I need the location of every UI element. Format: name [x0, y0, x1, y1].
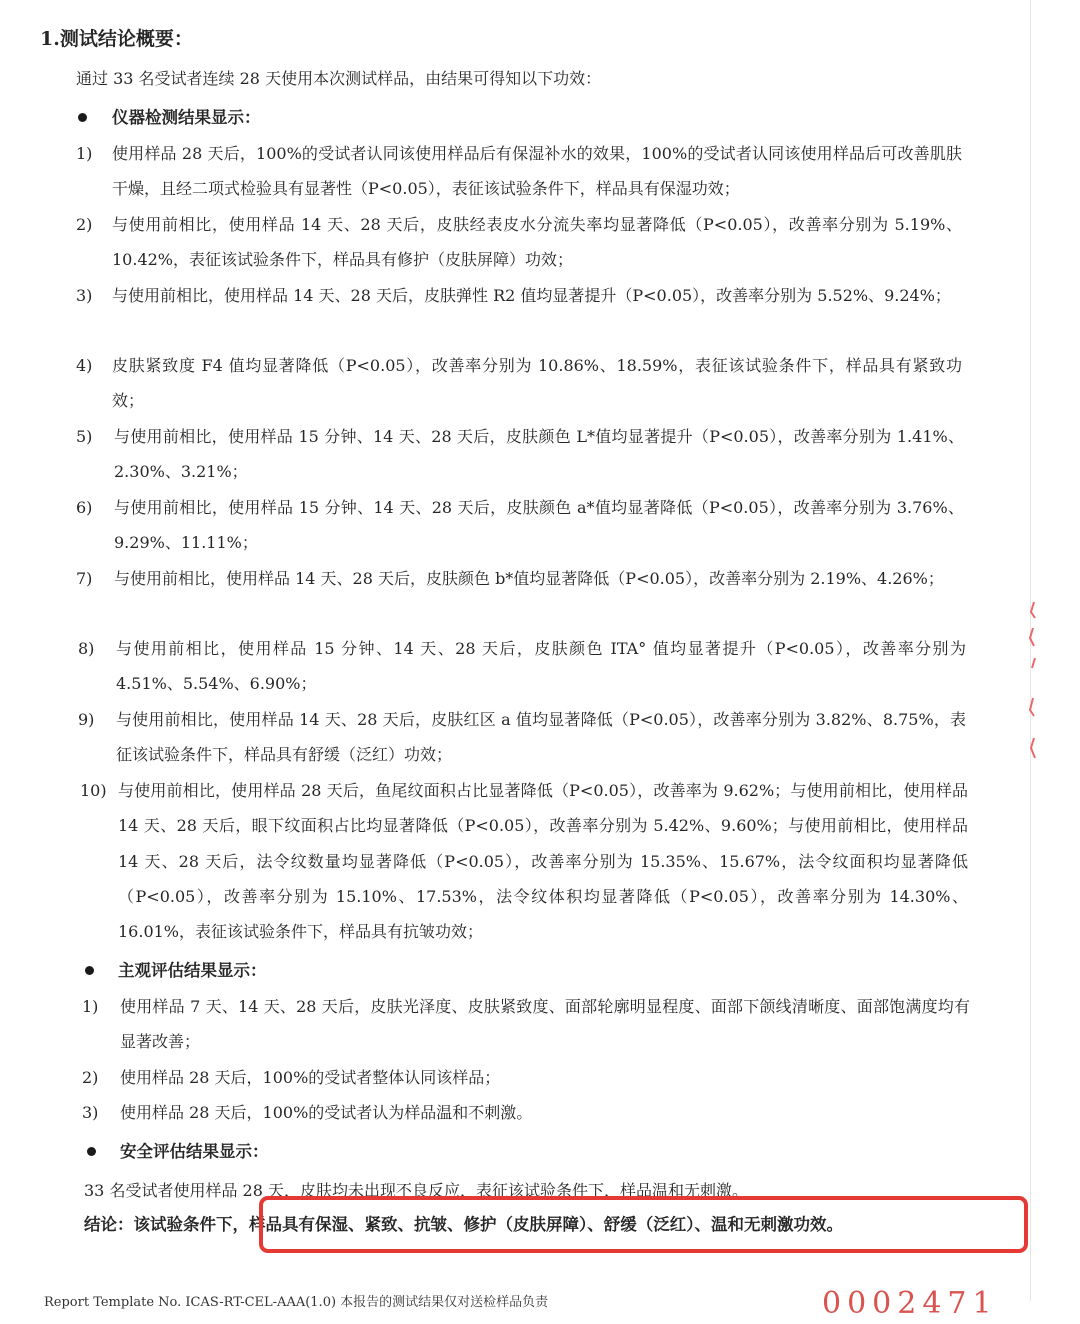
footer-number: 0002471 [822, 1286, 998, 1321]
item-text: 使用样品 28 天后，100%的受试者认为样品温和不刺激。 [120, 1103, 533, 1122]
safety-title: 安全评估结果显示： [120, 1142, 269, 1161]
item-text: 与使用前相比，使用样品 14 天、28 天后，皮肤弹性 R2 值均显著提升（P<0.05），改善率分别为 5.52%、9.24%； [112, 286, 951, 305]
item-text: 与使用前相比，使用样品 15 分钟、14 天、28 天后，皮肤颜色 a*值均显著降低（P<0.05），改善率分别为 3.76%、9.29%、11.11%； [114, 498, 964, 553]
conclusion-label: 结论：该试验条件下， [84, 1215, 249, 1234]
item-text: 与使用前相比，使用样品 15 分钟、14 天、28 天后，皮肤颜色 ITA° 值均显著提升（P<0.05），改善率分别为 4.51%、5.54%、6.90%； [116, 639, 966, 694]
item-number: 5) [76, 427, 93, 446]
intro-text: 通过 33 名受试者连续 28 天使用本次测试样品，由结果可得知以下功效： [76, 69, 602, 88]
item-number: 6) [76, 498, 93, 517]
subjective-title: 主观评估结果显示： [118, 961, 267, 980]
item-number: 1) [76, 144, 93, 163]
item-text: 使用样品 7 天、14 天、28 天后，皮肤光泽度、皮肤紧致度、面部轮廓明显程度、面部下颌线清晰度、面部饱满度均有显著改善； [120, 997, 970, 1052]
item-text: 皮肤紧致度 F4 值均显著降低（P<0.05），改善率分别为 10.86%、18.59%，表征该试验条件下，样品具有紧致功效； [112, 356, 962, 411]
item-text: 与使用前相比，使用样品 14 天、28 天后，皮肤颜色 b*值均显著降低（P<0.05），改善率分别为 2.19%、4.26%； [114, 569, 944, 588]
instrument-title: 仪器检测结果显示： [112, 108, 261, 127]
section-heading: 1.测试结论概要： [40, 28, 193, 50]
bullet-icon [78, 113, 87, 122]
conclusion-highlight-text: 样品具有保湿、紧致、抗皱、修护（皮肤屏障）、舒缓（泛红）、温和无刺激功效。 [249, 1215, 843, 1234]
item-number: 2) [76, 215, 93, 234]
item-number: 10) [80, 781, 107, 800]
item-number: 9) [78, 710, 95, 729]
stamp-mark-icon [1027, 598, 1039, 768]
item-number: 3) [82, 1103, 99, 1122]
item-number: 1) [82, 997, 99, 1016]
item-text: 与使用前相比，使用样品 28 天后，鱼尾纹面积占比显著降低（P<0.05），改善率为 9.62%；与使用前相比，使用样品 14 天、28 天后，眼下纹面积占比均显著降低（P<0.05），改善率分别为 5.42%、9.60%；与使用前相比，使用样品 14 天、28 天后，法令纹数量均显著降低（P<0.05），改善率分别为 15.35%、15.67%，法令纹面积均显著降低（P<0.05），改善率分别为 15.10%、17.53%，法令纹体积均显著降低（P<0.05），改善率分别为 14.30%、16.01%，表征该试验条件下，样品具有抗皱功效； [118, 781, 968, 942]
footer-text: Report Template No. ICAS-RT-CEL-AAA(1.0) 本报告的测试结果仅对送检样品负责 [44, 1295, 549, 1310]
item-number: 3) [76, 286, 93, 305]
item-text: 与使用前相比，使用样品 14 天、28 天后，皮肤红区 a 值均显著降低（P<0.05），改善率分别为 3.82%、8.75%，表征该试验条件下，样品具有舒缓（泛红）功效； [116, 710, 966, 765]
item-number: 8) [78, 639, 95, 658]
item-number: 4) [76, 356, 93, 375]
bullet-icon [87, 1147, 96, 1156]
bullet-icon [85, 966, 94, 975]
item-number: 2) [82, 1068, 99, 1087]
item-text: 使用样品 28 天后，100%的受试者整体认同该样品； [120, 1068, 501, 1087]
item-text: 与使用前相比，使用样品 14 天、28 天后，皮肤经表皮水分流失率均显著降低（P<0.05），改善率分别为 5.19%、10.42%，表征该试验条件下，样品具有修护（皮肤屏障）功效； [112, 215, 962, 270]
item-text: 使用样品 28 天后，100%的受试者认同该使用样品后有保湿补水的效果，100%的受试者认同该使用样品后可改善肌肤干燥，且经二项式检验具有显著性（P<0.05），表征该试验条件下，样品具有保湿功效； [112, 144, 962, 199]
safety-text: 33 名受试者使用样品 28 天，皮肤均未出现不良反应，表征该试验条件下，样品温和无刺激。 [84, 1181, 748, 1200]
item-number: 7) [76, 569, 93, 588]
item-text: 与使用前相比，使用样品 15 分钟、14 天、28 天后，皮肤颜色 L*值均显著提升（P<0.05），改善率分别为 1.41%、2.30%、3.21%； [114, 427, 964, 482]
highlight-box [259, 1196, 1028, 1253]
